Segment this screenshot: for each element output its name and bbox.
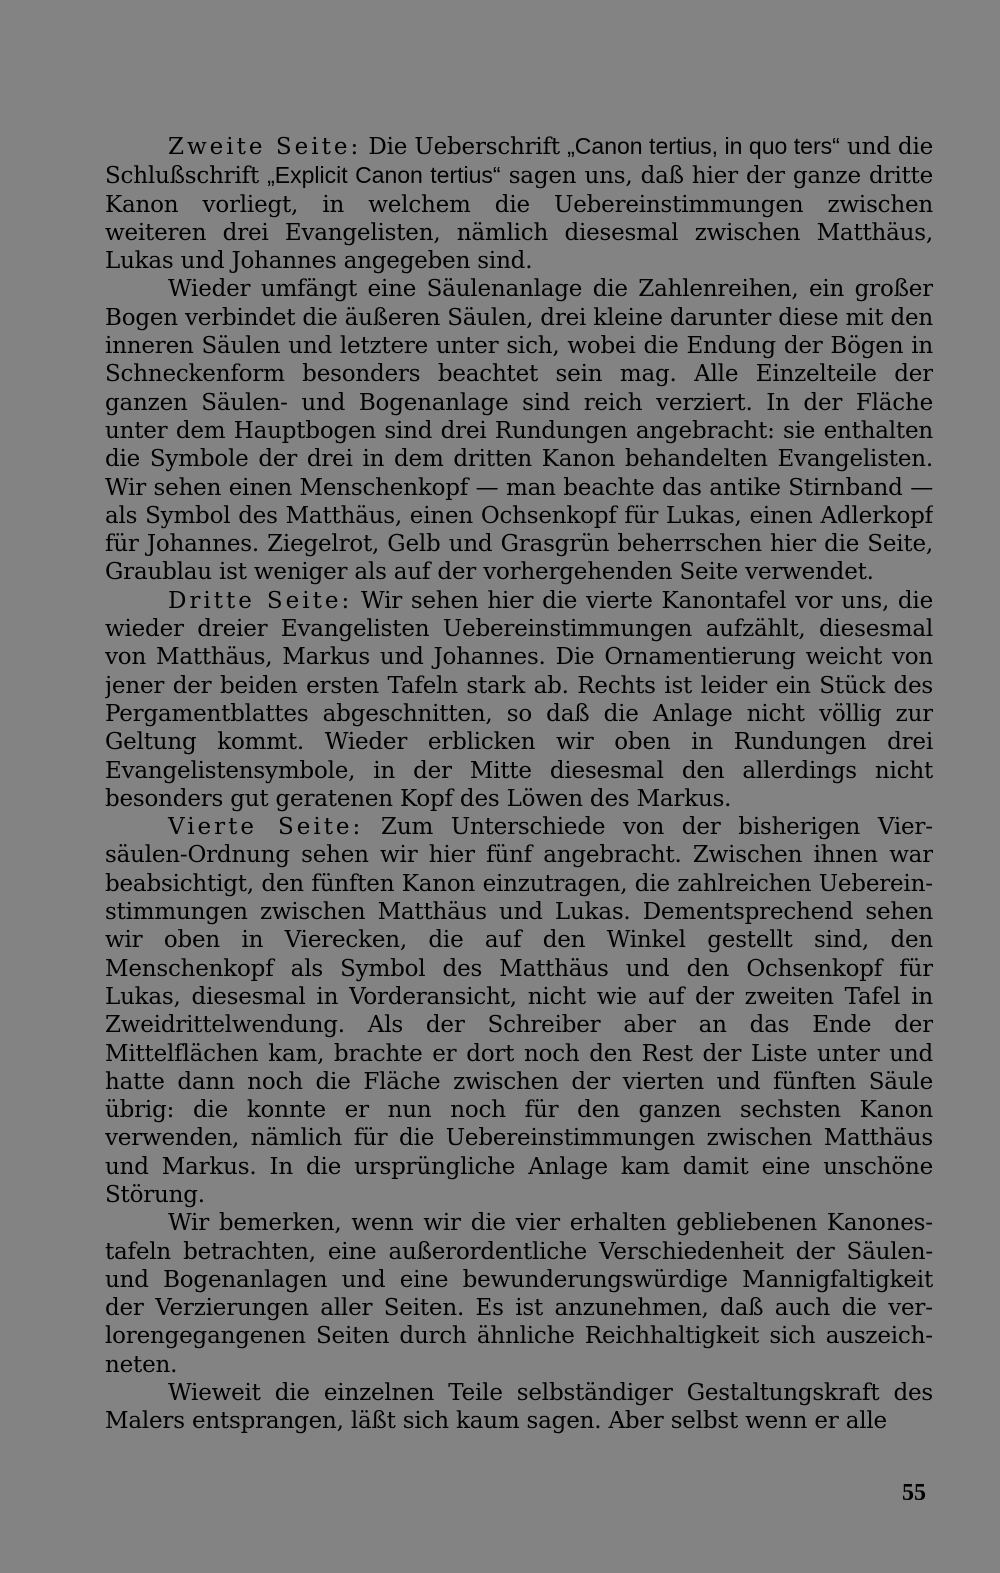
- paragraph-text: und die Schlußschrift: [105, 134, 933, 190]
- section-lead-zweite-seite: Zweite Seite:: [168, 134, 362, 160]
- page-number: 55: [902, 1480, 926, 1506]
- latin-quote-canon-tertius: „Canon tertius, in quo ters“: [567, 133, 840, 159]
- paragraph-gestaltungskraft: Wieweit die einzelnen Teile selbständiger Gestaltungskraft des Malers entsprangen, läßt sich kaum sagen. Aber selbst wenn er alle: [105, 1380, 933, 1435]
- latin-quote-explicit: „Explicit Canon tertius“: [267, 162, 501, 189]
- paragraph-text: Zum Unterschiede von der bisherigen Viersäulen-Ordnung sehen wir hier fünf angebracht. Zwischen ihnen war beabsichtigt, den fünften Kanon einzutragen, die zahlreichen Uebereinstimmungen zwischen Matthäus und Lukas. Dementsprechend sehen wir oben in Vierecken, die auf den Winkel gestellt sind, den Menschenkopf als Symbol des Matthäus und den Ochsenkopf für Lukas, diesesmal in Vorderansicht, nicht wie auf der zweiten Tafel in Zweidrittelwendung. Als der Schreiber aber an das Ende der Mittelflächen kam, brachte er dort noch den Rest der Liste unter und hatte dann noch die Fläche zwischen der vierten und fünften Säule übrig: die konnte er nun noch für den ganzen sechsten Kanon verwenden, nämlich für die Uebereinstimmungen zwischen Matthäus und Markus. In die ursprüngliche Anlage kam damit eine unschöne Störung.: [105, 814, 933, 1208]
- paragraph-text: Die Ueberschrift: [361, 134, 568, 160]
- paragraph-dritte-seite: [105, 587, 933, 813]
- section-lead-dritte-seite: Dritte Seite:: [168, 587, 353, 614]
- paragraph-kanonestafeln: Wir bemerken, wenn wir die vier erhalten gebliebenen Kanonestafeln betrachten, eine außerordentliche Verschiedenheit der Säulen- und Bogenanlagen und eine bewunderungswürdige Mannigfaltigkeit der Verzierungen aller Seiten. Es ist anzunehmen, daß auch die verlorengegangenen Seiten durch ähnliche Reichhaltigkeit sich auszeichneten.: [105, 1210, 933, 1378]
- paragraph-zweite-seite: [105, 132, 933, 275]
- page-body: [105, 132, 933, 1492]
- section-lead-vierte-seite: Vierte Seite:: [168, 814, 364, 841]
- paragraph-text: sagen uns, daß hier der ganze dritte Kanon vorliegt, in welchem die Uebereinstimmungen zwischen weiteren drei Evangelisten, nämlich diesesmal zwischen Matthäus, Lukas und Johannes angegeben sind.: [105, 163, 933, 275]
- paragraph-vierte-seite: [105, 813, 933, 1209]
- paragraph-text: Wir sehen hier die vierte Kanontafel vor uns, die wieder dreier Evangelisten Uebereinstimmungen aufzählt, diesesmal von Matthäus, Markus und Johannes. Die Ornamentierung weicht von jener der beiden ersten Tafeln stark ab. Rechts ist leider ein Stück des Pergamentblattes abgeschnitten, so daß die Anlage nicht völlig zur Geltung kommt. Wieder erblicken wir oben in Rundungen drei Evangelistensymbole, in der Mitte diesesmal den allerdings nicht besonders gut geratenen Kopf des Löwen des Markus.: [105, 587, 933, 812]
- paragraph-saeulenanlage: Wieder umfängt eine Säulenanlage die Zahlenreihen, ein großer Bogen verbindet die äußeren Säulen, drei kleine darunter diese mit den inneren Säulen und letztere unter sich, wobei die Endung der Bögen in Schneckenform besonders beachtet sein mag. Alle Einzelteile der ganzen Säulen- und Bogenanlage sind reich verziert. In der Fläche unter dem Hauptbogen sind drei Rundungen angebracht: sie enthalten die Symbole der drei in dem dritten Kanon behandelten Evangelisten. Wir sehen einen Menschenkopf — man beachte das antike Stirnband — als Symbol des Matthäus, einen Ochsenkopf für Lukas, einen Adlerkopf für Johannes. Ziegelrot, Gelb und Grasgrün beherrschen hier die Seite, Graublau ist weniger als auf der vorhergehenden Seite verwendet.: [105, 276, 933, 586]
